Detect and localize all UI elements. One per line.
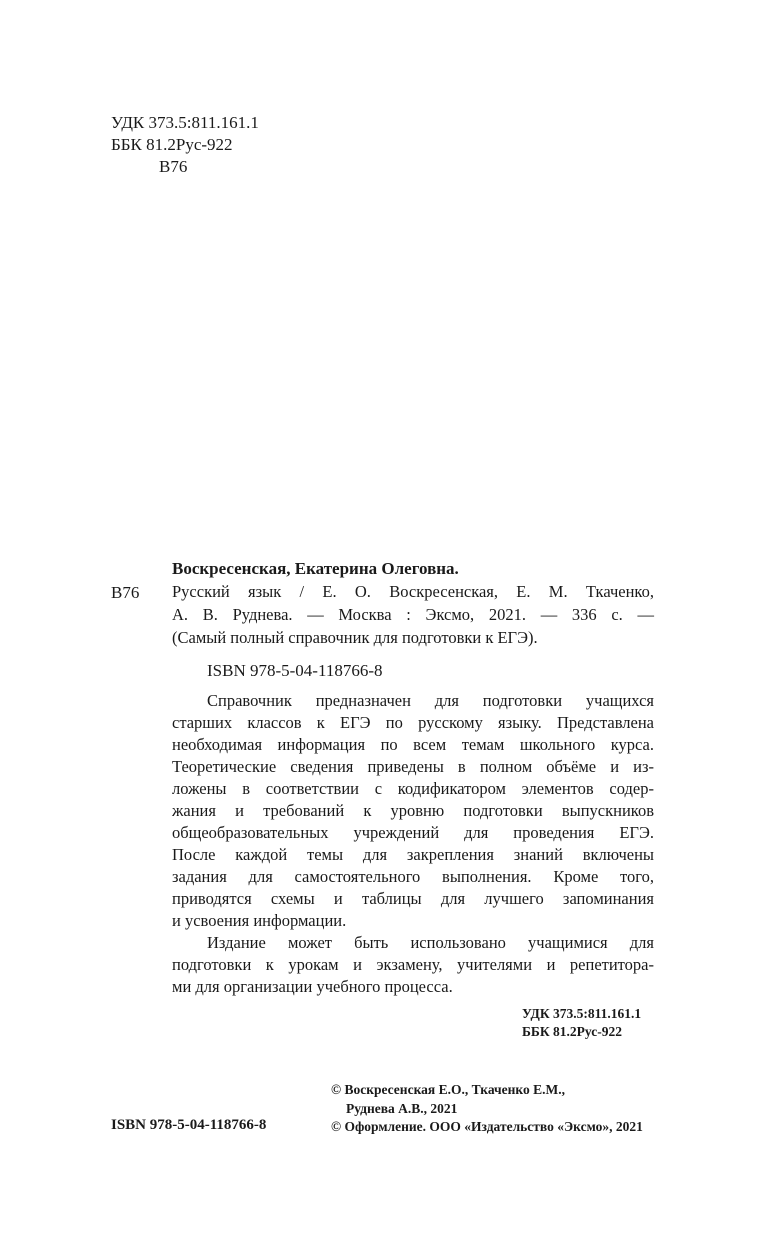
annotation-line: Издание может быть использовано учащимися для [207, 933, 654, 952]
annotation-line: ложены в соответствии с кодификатором элементов содер- [172, 779, 654, 798]
header-author-code: В76 [159, 157, 188, 176]
annotation-line: старших классов к ЕГЭ по русскому языку. Представлена [172, 713, 654, 732]
footer-isbn: ISBN 978-5-04-118766-8 [111, 1117, 267, 1133]
header-udk: УДК 373.5:811.161.1 [111, 113, 259, 132]
copyright-design: © Оформление. ООО «Издательство «Эксмо», 2021 [331, 1119, 643, 1134]
annotation-line: Справочник предназначен для подготовки учащихся [207, 691, 654, 710]
citation-line-2: А. В. Руднева. — Москва : Эксмо, 2021. — 336 с. — [172, 605, 654, 624]
entry-code: В76 [111, 583, 140, 602]
classification-udk: УДК 373.5:811.161.1 [522, 1006, 642, 1021]
author-heading: Воскресенская, Екатерина Олеговна. [172, 559, 459, 578]
classification-bbk: ББК 81.2Рус-922 [522, 1024, 622, 1039]
copyright-authors: © Воскресенская Е.О., Ткаченко Е.М., [331, 1082, 566, 1097]
annotation-line: жания и требований к уровню подготовки выпускников [172, 801, 654, 820]
annotation-line: приводятся схемы и таблицы для лучшего запоминания [172, 889, 654, 908]
annotation-line: и усвоения информации. [172, 911, 347, 930]
entry-isbn: ISBN 978-5-04-118766-8 [207, 661, 383, 680]
citation-line-1: Русский язык / Е. О. Воскресенская, Е. М. Ткаченко, [172, 582, 654, 601]
annotation-line: подготовки к урокам и экзамену, учителями и репетитора- [172, 955, 654, 974]
annotation-line: общеобразовательных учреждений для проведения ЕГЭ. [172, 823, 654, 842]
annotation-line: После каждой темы для закрепления знаний включены [172, 845, 654, 864]
annotation-line: задания для самостоятельного выполнения. Кроме того, [172, 867, 654, 886]
header-bbk: ББК 81.2Рус-922 [111, 135, 233, 154]
annotation-line: ми для организации учебного процесса. [172, 977, 453, 996]
copyright-authors-cont: Руднева А.В., 2021 [346, 1101, 458, 1116]
annotation-line: Теоретические сведения приведены в полном объёме и из- [172, 757, 654, 776]
citation-line-3: (Самый полный справочник для подготовки к ЕГЭ). [172, 628, 538, 647]
annotation-line: необходимая информация по всем темам школьного курса. [172, 735, 654, 754]
